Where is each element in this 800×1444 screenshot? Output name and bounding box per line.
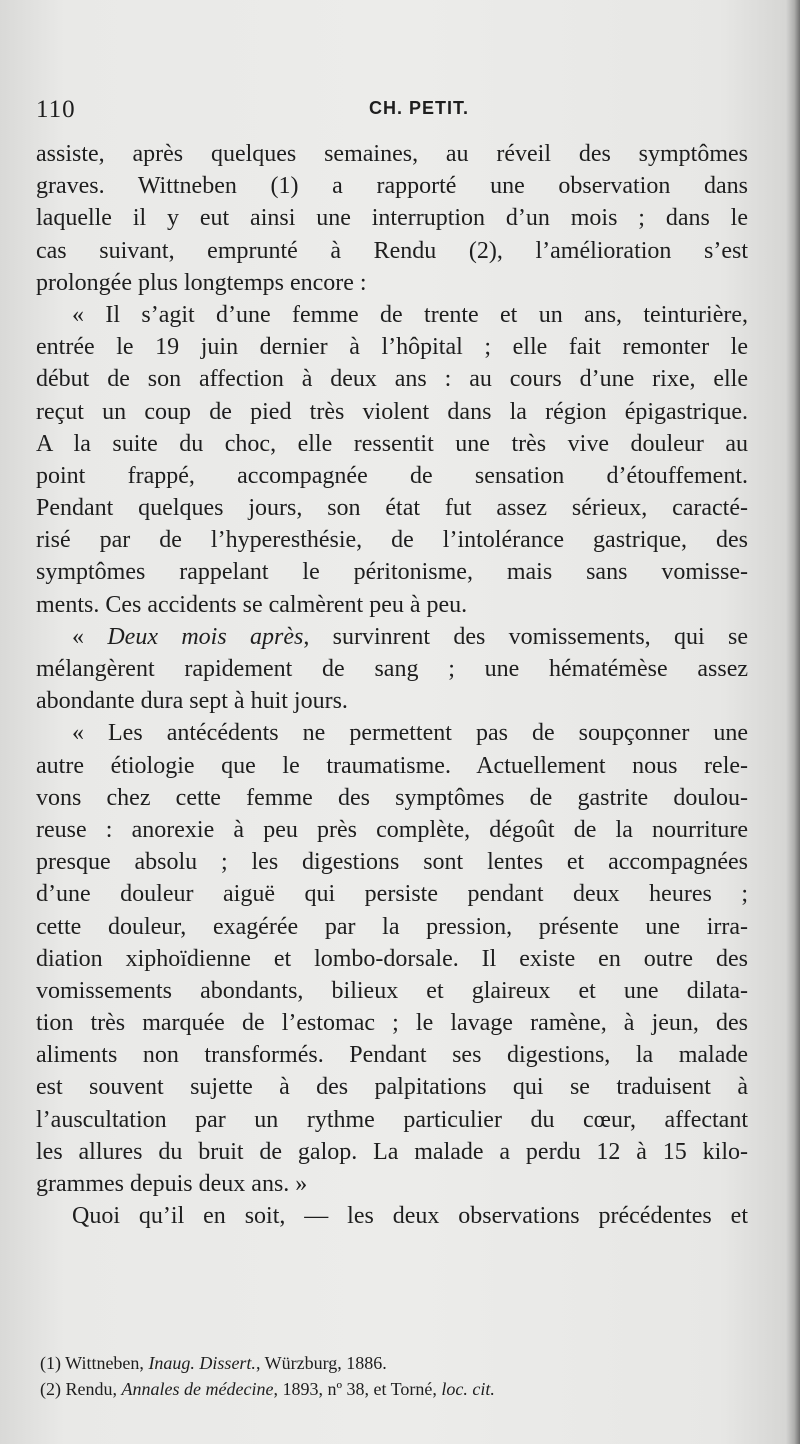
text-line: cas suivant, emprunté à Rendu (2), l’amélioration s’est [36,237,748,264]
text-line: vomissements abondants, bilieux et glaireux et une dilata- [36,977,748,1004]
text-line: « Il s’agit d’une femme de trente et un ans, teinturière, [72,301,748,328]
footnote-1 [36,1350,748,1376]
italic-phrase: Deux mois après [107,623,304,650]
footnote-author: Wittneben, [61,1353,149,1373]
text-line: tion très marquée de l’estomac ; le lavage ramène, à jeun, des [36,1010,748,1037]
text-line: autre étiologie que le traumatisme. Actuellement nous rele- [36,752,748,779]
page-number: 110 [36,96,76,123]
footnote-author: Rendu, [61,1379,122,1399]
line-rest: , survinrent des vomissements, qui se [303,623,749,650]
text-line: graves. Wittneben (1) a rapporté une observation dans [36,173,748,200]
text-line: assiste, après quelques semaines, au réveil des symptômes [36,141,748,167]
text-line-italic [36,621,748,653]
quote-mark: « [72,623,108,650]
text-line: abondante dura sept à huit jours. [36,688,348,715]
page-header [36,96,766,136]
text-line: cette douleur, exagérée par la pression, présente une irra- [36,913,748,940]
body-text [36,138,748,1232]
footnote-rest: , 1893, nº 38, et Torné, [273,1379,442,1399]
footnote-loc-cit: loc. cit. [441,1379,495,1399]
footnote-title: Annales de médecine [121,1379,274,1399]
text-line: diation xiphoïdienne et lombo-dorsale. Il existe en outre des [36,945,748,972]
text-line: A la suite du choc, elle ressentit une très vive douleur au [36,430,748,457]
text-line: mélangèrent rapidement de sang ; une hématémèse assez [36,656,748,682]
text-line: reçut un coup de pied très violent dans la région épigastrique. [36,398,748,425]
text-line: reuse : anorexie à peu près complète, dégoût de la nourriture [36,816,748,843]
text-line: risé par de l’hyperesthésie, de l’intolérance gastrique, des [36,527,748,554]
text-line: est souvent sujette à des palpitations qui se traduisent à [36,1074,748,1101]
footnotes [36,1350,748,1402]
text-line: symptômes rappelant le péritonisme, mais sans vomisse- [36,559,748,586]
footnote-marker: (1) [40,1353,61,1373]
running-title: CH. PETIT. [369,98,470,118]
text-line: prolongée plus longtemps encore : [36,269,367,296]
text-line: point frappé, accompagnée de sensation d’étouffement. [36,462,748,489]
text-line: ments. Ces accidents se calmèrent peu à peu. [36,591,468,618]
text-line: aliments non transformés. Pendant ses digestions, la malade [36,1042,748,1069]
footnote-rest: , Würzburg, 1886. [255,1353,387,1373]
footnote-2 [36,1376,748,1402]
page-edge-shadow [786,0,800,1444]
text-line: entrée le 19 juin dernier à l’hôpital ; elle fait remonter le [36,334,748,361]
text-line: presque absolu ; les digestions sont lentes et accompagnées [36,849,748,876]
text-line: « Les antécédents ne permettent pas de soupçonner une [72,720,748,747]
text-line: l’auscultation par un rythme particulier du cœur, affectant [36,1106,748,1133]
text-line: grammes depuis deux ans. » [36,1171,308,1197]
text-line: vons chez cette femme des symptômes de gastrite doulou- [36,784,748,811]
footnote-title: Inaug. Dissert. [148,1353,256,1373]
text-line: Quoi qu’il en soit, — les deux observations précédentes et [72,1203,748,1230]
text-line: les allures du bruit de galop. La malade a perdu 12 à 15 kilo- [36,1138,748,1165]
footnote-marker: (2) [40,1379,61,1399]
text-line: laquelle il y eut ainsi une interruption d’un mois ; dans le [36,205,748,232]
text-line: Pendant quelques jours, son état fut assez sérieux, caracté- [36,495,748,522]
text-line: d’une douleur aiguë qui persiste pendant deux heures ; [36,881,748,908]
text-line: début de son affection à deux ans : au cours d’une rixe, elle [36,366,748,393]
